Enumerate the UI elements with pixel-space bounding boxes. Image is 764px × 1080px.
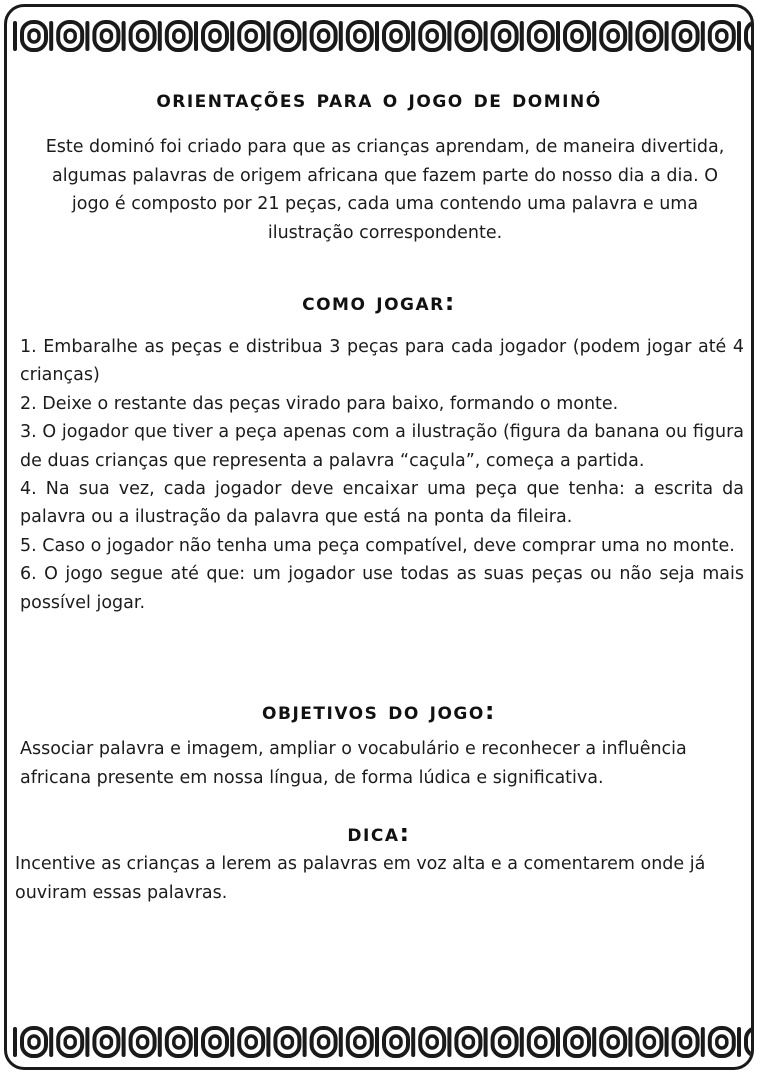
border-spiral (493, 22, 517, 50)
border-bar (375, 1027, 379, 1057)
border-bar (158, 21, 162, 51)
border-spiral (239, 1028, 263, 1056)
border-bar (628, 21, 632, 51)
border-bar (266, 21, 270, 51)
border-bar (13, 21, 17, 51)
border-bar (484, 21, 488, 51)
tip-paragraph: Incentive as crianças a lerem as palavras em voz alta e a comentarem onde já ouviram essas palavras. (15, 854, 706, 903)
step-item: 4. Na sua vez, cada jogador deve encaixar uma peça que tenha: a escrita da palavra ou a ilustração da palavra que está na ponta da fileira. (20, 479, 744, 528)
border-spiral (420, 1028, 444, 1056)
border-bar (737, 21, 741, 51)
border-bar (122, 21, 126, 51)
border-spiral (94, 22, 118, 50)
border-spiral (529, 22, 553, 50)
border-spiral-core (101, 30, 111, 42)
border-spiral (312, 1028, 336, 1056)
border-spiral-core (138, 1036, 148, 1048)
border-spiral-core (65, 1036, 75, 1048)
border-bar (737, 1027, 741, 1057)
spiral-meander-icon (7, 1019, 751, 1067)
step-item: 5. Caso o jogador não tenha uma peça compatível, deve comprar uma no monte. (20, 535, 735, 556)
objectives-heading: objetivos do jogo: (262, 697, 496, 725)
border-spiral (601, 1028, 625, 1056)
border-spiral (456, 1028, 480, 1056)
border-spiral-core (210, 30, 220, 42)
border-spiral-core (536, 1036, 546, 1048)
bottom-decorative-border (7, 1019, 751, 1067)
border-spiral (637, 22, 661, 50)
border-spiral-core (608, 30, 618, 42)
border-bar (13, 1027, 17, 1057)
border-spiral-core (355, 30, 365, 42)
border-spiral (348, 22, 372, 50)
border-spiral-core (572, 1036, 582, 1048)
border-bar (411, 1027, 415, 1057)
border-spiral-core (65, 30, 75, 42)
border-bar (194, 1027, 198, 1057)
border-spiral (312, 22, 336, 50)
border-spiral-core (644, 1036, 654, 1048)
border-spiral (58, 22, 82, 50)
border-spiral (456, 22, 480, 50)
border-spiral-core (210, 1036, 220, 1048)
border-spiral-core (463, 1036, 473, 1048)
border-spiral (384, 1028, 408, 1056)
border-spiral-core (282, 1036, 292, 1048)
border-spiral-core (174, 1036, 184, 1048)
border-bar (447, 1027, 451, 1057)
border-spiral (203, 22, 227, 50)
border-bar (230, 1027, 234, 1057)
step-item: 6. O jogo segue até que: um jogador use todas as suas peças ou não seja mais possível jogar. (20, 564, 744, 613)
border-spiral-core (319, 1036, 329, 1048)
border-spiral (275, 22, 299, 50)
border-spiral (710, 22, 734, 50)
border-spiral-core (500, 30, 510, 42)
border-bar (122, 1027, 126, 1057)
border-spiral (203, 1028, 227, 1056)
border-bar (447, 21, 451, 51)
objectives-paragraph: Associar palavra e imagem, ampliar o vocabulário e reconhecer a influência africana presente em nossa língua, de forma lúdica e significativa. (20, 739, 687, 788)
border-spiral-core (138, 30, 148, 42)
border-spiral (565, 1028, 589, 1056)
border-spiral-core (427, 30, 437, 42)
border-spiral-core (572, 30, 582, 42)
border-bar (484, 1027, 488, 1057)
border-bar (556, 21, 560, 51)
step-item: 2. Deixe o restante das peças virado para baixo, formando o monte. (20, 393, 619, 414)
border-bar (628, 1027, 632, 1057)
border-bar (303, 21, 307, 51)
border-spiral (131, 22, 155, 50)
step-item: 1. Embaralhe as peças e distribua 3 peças para cada jogador (podem jogar até 4 crianças) (20, 337, 744, 386)
border-spiral-core (500, 1036, 510, 1048)
tip-heading: dica: (347, 819, 411, 847)
border-spiral-core (717, 30, 727, 42)
border-spiral-core (681, 1036, 691, 1048)
border-spiral (674, 22, 698, 50)
border-bar (665, 1027, 669, 1057)
border-spiral (22, 1028, 46, 1056)
border-spiral-core (536, 30, 546, 42)
border-bar (411, 21, 415, 51)
border-bar (85, 1027, 89, 1057)
border-spiral-core (391, 1036, 401, 1048)
border-spiral (420, 22, 444, 50)
border-spiral-core (174, 30, 184, 42)
border-spiral-core (101, 1036, 111, 1048)
border-spiral (746, 22, 751, 50)
border-spiral (131, 1028, 155, 1056)
border-spiral (710, 1028, 734, 1056)
border-bar (49, 21, 53, 51)
border-spiral (674, 1028, 698, 1056)
border-spiral-core (319, 30, 329, 42)
spiral-meander-icon (7, 13, 751, 61)
border-bar (230, 21, 234, 51)
border-spiral-core (391, 30, 401, 42)
border-bar (303, 1027, 307, 1057)
border-spiral-core (644, 30, 654, 42)
border-spiral (601, 22, 625, 50)
border-spiral (94, 1028, 118, 1056)
step-item: 3. O jogador que tiver a peça apenas com a ilustração (figura da banana ou figura de duas crianças que representa a palavra “caçula”, começa a partida. (20, 422, 744, 471)
how-to-play-heading: como jogar: (302, 288, 456, 316)
border-bar (339, 21, 343, 51)
border-spiral (637, 1028, 661, 1056)
border-spiral-core (29, 1036, 39, 1048)
border-spiral (493, 1028, 517, 1056)
border-spiral-core (681, 30, 691, 42)
border-spiral-core (246, 1036, 256, 1048)
border-spiral (58, 1028, 82, 1056)
page-title: orientações para o jogo de dominó (156, 85, 602, 113)
border-bar (520, 21, 524, 51)
border-spiral (22, 22, 46, 50)
border-spiral-core (463, 30, 473, 42)
border-spiral-core (282, 30, 292, 42)
border-bar (701, 1027, 705, 1057)
border-spiral (239, 22, 263, 50)
border-bar (592, 1027, 596, 1057)
border-spiral-core (355, 1036, 365, 1048)
border-spiral (348, 1028, 372, 1056)
border-bar (194, 21, 198, 51)
border-spiral (275, 1028, 299, 1056)
border-spiral-core (29, 30, 39, 42)
border-bar (49, 1027, 53, 1057)
border-bar (701, 21, 705, 51)
border-bar (556, 1027, 560, 1057)
border-spiral-core (717, 1036, 727, 1048)
border-spiral (746, 1028, 751, 1056)
border-spiral (565, 22, 589, 50)
border-bar (266, 1027, 270, 1057)
border-spiral-core (246, 30, 256, 42)
border-bar (520, 1027, 524, 1057)
border-bar (375, 21, 379, 51)
intro-paragraph: Este dominó foi criado para que as crianças aprendam, de maneira divertida, algumas palavras de origem africana que fazem parte do nosso dia a dia. O jogo é composto por 21 peças, cada uma contendo uma palavra e uma ilustração correspondente. (45, 137, 725, 243)
border-bar (592, 21, 596, 51)
border-spiral (384, 22, 408, 50)
border-bar (339, 1027, 343, 1057)
border-spiral (529, 1028, 553, 1056)
border-spiral (167, 1028, 191, 1056)
border-spiral-core (608, 1036, 618, 1048)
steps-list (20, 333, 744, 617)
border-spiral (167, 22, 191, 50)
border-bar (158, 1027, 162, 1057)
border-spiral-core (427, 1036, 437, 1048)
top-decorative-border (7, 13, 751, 61)
border-bar (85, 21, 89, 51)
page-frame (4, 4, 754, 1070)
border-bar (665, 21, 669, 51)
